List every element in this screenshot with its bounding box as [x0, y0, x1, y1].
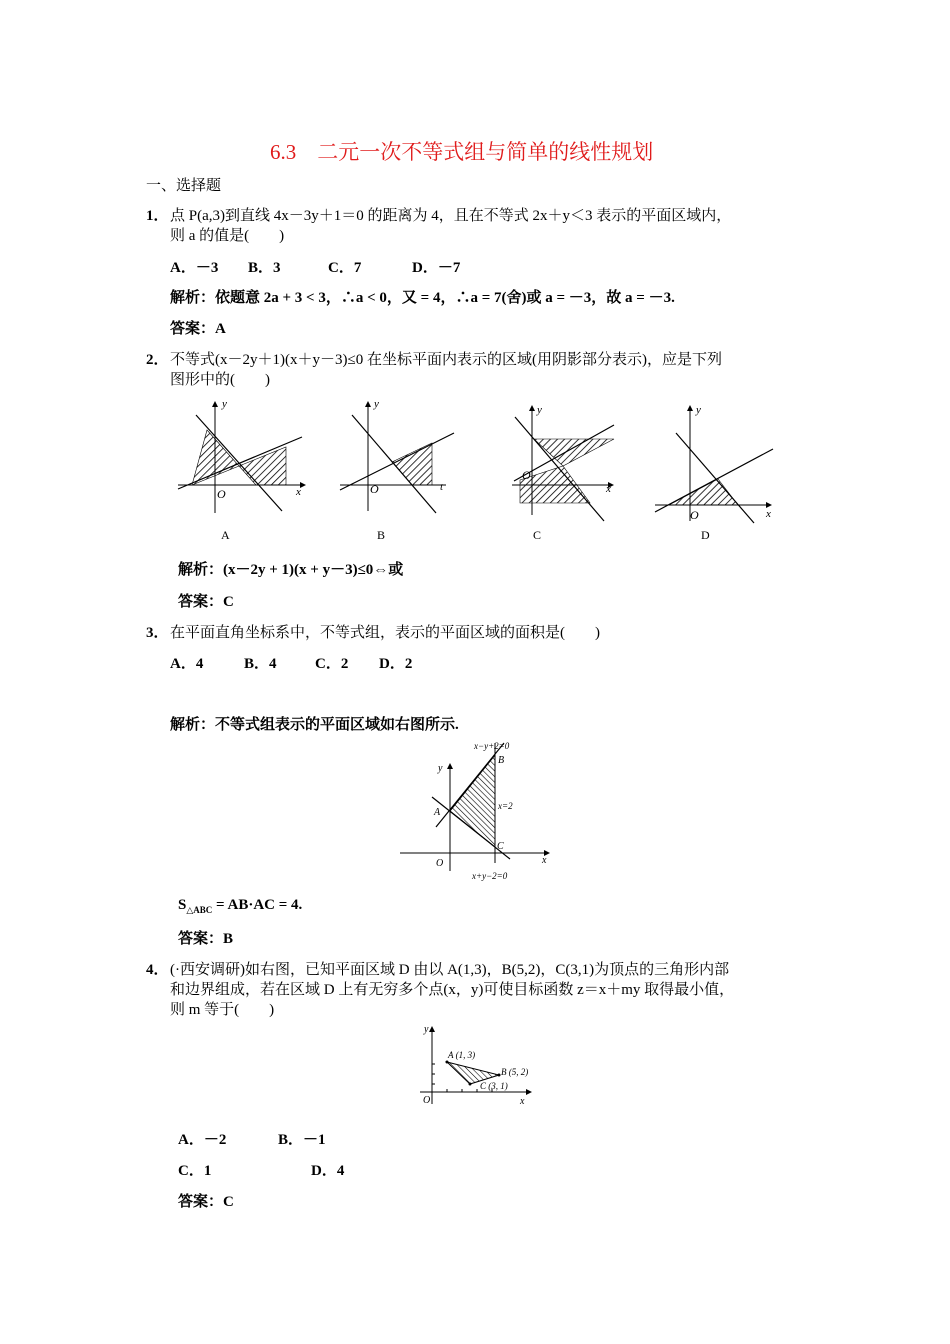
section-heading: 一、选择题 — [146, 178, 222, 194]
q1-number: 1． — [146, 208, 169, 224]
q2-b-x-label: t — [440, 481, 444, 493]
q3-stem: 在平面直角坐标系中，不等式组，表示的平面区域的面积是( ) — [170, 625, 600, 641]
q3-x-label: x — [542, 855, 547, 866]
q4-point-a: A (1, 3) — [448, 1050, 476, 1060]
q2-stem-line1: 不等式(x－2y＋1)(x＋y－3)≤0 在坐标平面内表示的区域(用阴影部分表示)，应是下列 — [170, 352, 722, 368]
q1-analysis: 解析：依题意 2a + 3 < 3，∴a < 0，又 = 4，∴a = 7(舍)或 a = －3，故 a = －3. — [170, 290, 675, 306]
q1-option-d: D．－7 — [412, 260, 461, 276]
q2-d-origin: O — [690, 508, 699, 522]
q2-number: 2． — [146, 352, 169, 368]
q4-x-label: x — [520, 1096, 525, 1107]
q4-option-c: C．1 — [178, 1163, 212, 1179]
q4-origin: O — [423, 1095, 431, 1106]
q3-answer: 答案：B — [178, 931, 234, 947]
q3-origin: O — [436, 858, 444, 869]
q2-answer: 答案：C — [178, 594, 234, 610]
q3-area-s: S — [178, 897, 187, 913]
q4-point-b: B (5, 2) — [501, 1067, 529, 1077]
q2-b-y-label: y — [374, 398, 379, 410]
q4-stem-line3: 则 m 等于( ) — [170, 1002, 275, 1018]
page-title: 6.3 二元一次不等式组与简单的线性规划 — [270, 140, 654, 164]
q4-figure — [414, 1022, 554, 1112]
q4-stem-line1: (·西安调研)如右图，已知平面区域 D 由以 A(1,3)，B(5,2)，C(3,1)为顶点的三角形内部 — [170, 962, 730, 978]
q1-option-a: A．－3 — [170, 260, 219, 276]
q4-option-a: A．－2 — [178, 1132, 227, 1148]
q2-a-x-label: x — [296, 486, 301, 498]
q3-figure — [396, 735, 596, 885]
q2-figure-a — [178, 398, 306, 542]
q4-number: 4． — [146, 962, 169, 978]
q3-option-b: B．4 — [244, 656, 277, 672]
q3-label-top-line: x−y+2=0 — [474, 741, 510, 751]
q3-y-label: y — [438, 763, 443, 774]
q4-point-c: C (3, 1) — [480, 1081, 508, 1091]
q2-a-origin: O — [217, 487, 226, 501]
q1-stem-line1: 点 P(a,3)到直线 4x－3y＋1＝0 的距离为 4，且在不等式 2x＋y＜3 表示的平面区域内， — [170, 208, 732, 224]
q2-figures — [0, 395, 950, 555]
q1-option-b: B．3 — [248, 260, 281, 276]
q2-figure-c — [512, 404, 614, 542]
q2-b-origin: O — [370, 482, 379, 496]
q2-a-y-label: y — [222, 398, 227, 410]
q3-point-b: B — [498, 755, 505, 766]
q2-c-y-label: y — [537, 404, 542, 416]
q1-stem-line2: 则 a 的值是( ) — [170, 228, 285, 244]
q2-c-x-label: x — [606, 483, 611, 495]
q2-d-x-label: x — [766, 508, 771, 520]
q1-option-c: C．7 — [328, 260, 362, 276]
q3-point-c: C — [497, 841, 504, 852]
q3-number: 3． — [146, 625, 169, 641]
q2-stem-line2: 图形中的( ) — [170, 372, 270, 388]
q2-a-caption: A — [221, 528, 230, 542]
q3-analysis: 解析：不等式组表示的平面区域如右图所示. — [170, 717, 459, 733]
q2-c-origin: O — [522, 468, 531, 482]
q2-analysis: 解析：(x－2y + 1)(x + y－3)≤0⇔或 — [178, 562, 404, 578]
q3-area-rest: = AB·AC = 4. — [212, 897, 303, 913]
q4-option-b: B．－1 — [278, 1132, 326, 1148]
q2-figure-b — [340, 398, 454, 542]
q4-stem-line2: 和边界组成，若在区域 D 上有无穷多个点(x，y)可使目标函数 z＝x＋my 取得最小值， — [170, 982, 735, 998]
q2-figure-d — [655, 404, 773, 542]
q3-label-bottom-line: x+y−2=0 — [472, 871, 508, 881]
q4-y-label: y — [424, 1024, 429, 1035]
q3-option-a: A．4 — [170, 656, 204, 672]
q3-option-c: C．2 — [315, 656, 349, 672]
q3-label-vert-line: x=2 — [498, 801, 513, 811]
q4-answer: 答案：C — [178, 1194, 234, 1210]
q3-area — [178, 897, 302, 916]
q3-area-sub: △ABC — [186, 905, 213, 915]
q2-d-caption: D — [701, 528, 710, 542]
q2-d-y-label: y — [696, 404, 701, 416]
q1-answer: 答案：A — [170, 321, 226, 337]
q3-point-a: A — [434, 807, 441, 818]
q4-option-d: D．4 — [311, 1163, 345, 1179]
q2-b-caption: B — [377, 528, 386, 542]
q2-c-caption: C — [533, 528, 542, 542]
q3-option-d: D．2 — [379, 656, 413, 672]
